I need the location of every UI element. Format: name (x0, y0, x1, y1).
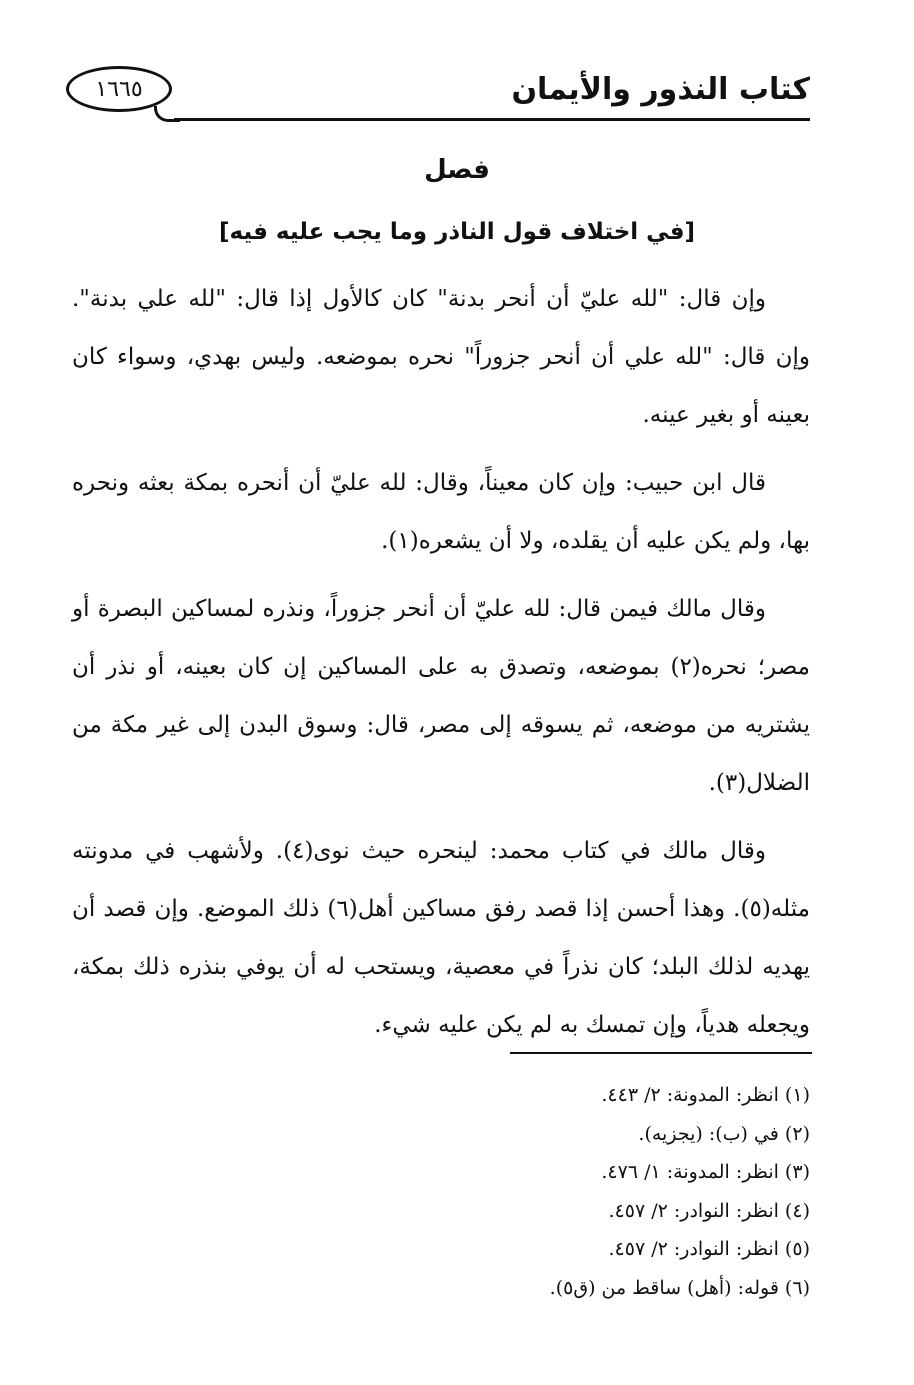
text-line: وإن قال: "لله عليّ أن أنحر بدنة" كان كالأول إذا قال: "لله علي بدنة". (72, 286, 766, 312)
header-rule (174, 118, 810, 121)
paragraph (72, 822, 810, 1054)
footnote: (١) انظر: المدونة: ٢/ ٤٤٣. (601, 1084, 810, 1106)
text-line: قال ابن حبيب: وإن كان معيناً، وقال: لله عليّ أن أنحره بمكة بعثه ونحره (72, 470, 766, 496)
text-line: وقال مالك فيمن قال: لله عليّ أن أنحر جزوراً، ونذره لمساكين البصرة أو (72, 596, 766, 622)
page-header (66, 66, 810, 126)
footnote: (٤) انظر: النوادر: ٢/ ٤٥٧. (608, 1199, 810, 1222)
footnote-divider (510, 1052, 812, 1054)
text-line: بها، ولم يكن عليه أن يقلده، ولا أن يشعره(١). (381, 528, 810, 554)
text-line: وإن قال: "لله علي أن أنحر جزوراً" نحره بموضعه. وليس بهدي، وسواء كان (72, 344, 810, 370)
paragraph (72, 580, 810, 812)
text-line: بعينه أو بغير عينه. (642, 402, 810, 428)
text-line: بمكة، ويجعله هدياً، وإن تمسك به لم يكن عليه شيء. (72, 954, 810, 1038)
section-title: فصل (424, 155, 490, 185)
text-line: الضلال(٣). (708, 770, 810, 796)
footnotes (72, 1076, 810, 1307)
text-line: مصر؛ نحره(٢) بموضعه، وتصدق به على المساكين إن كان بعينه، أو نذر أن (72, 654, 810, 680)
body-text (72, 270, 810, 1054)
footnote: (٦) قوله: (أهل) ساقط من (ق٥). (549, 1276, 810, 1299)
paragraph (72, 454, 810, 570)
text-line: يهديه لذلك البلد؛ كان نذراً في معصية، ويستحب له أن يوفي بنذره ذلك (133, 954, 811, 980)
footnote: (٢) في (ب): (يجزيه). (638, 1122, 810, 1145)
footnote: (٣) انظر: المدونة: ١/ ٤٧٦. (601, 1161, 810, 1183)
text-line: يشتريه من موضعه، ثم يسوقه إلى مصر، قال: وسوق البدن إلى غير مكة من (72, 712, 810, 738)
text-line: مثله(٥). وهذا أحسن إذا قصد رفق مساكين أهل(٦) ذلك الموضع. وإن قصد أن (72, 896, 810, 922)
text-line: وقال مالك في كتاب محمد: لينحره حيث نوى(٤). ولأشهب في مدونته (72, 838, 766, 864)
footnote: (٥) انظر: النوادر: ٢/ ٤٥٧. (608, 1238, 810, 1260)
page-number: ١٦٦٥ (95, 76, 143, 102)
paragraph (72, 270, 810, 444)
book-title: كتاب النذور والأيمان (511, 72, 810, 107)
section-subtitle: [في اختلاف قول الناذر وما يجب عليه فيه] (218, 219, 696, 245)
page-number-oval-tail (154, 106, 180, 122)
